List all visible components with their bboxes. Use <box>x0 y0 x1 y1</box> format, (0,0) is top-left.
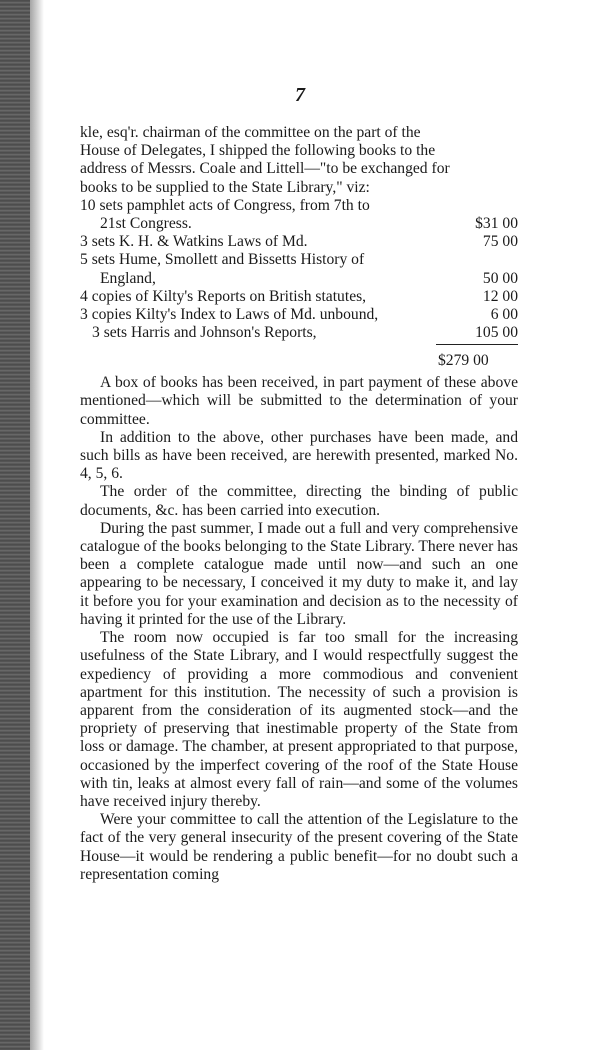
item-amount: 50 00 <box>482 269 518 287</box>
item-text: 21st Congress. <box>100 214 192 232</box>
paragraph: Were your committee to call the attention of the Legislature to the fact of the very general insecurity of the present covering of the State House—it would be rendering a public benefit—for no doubt such a representation coming <box>80 811 518 883</box>
paragraph: During the past summer, I made out a full and very comprehensive catalogue of the books belonging to the State Library. There never has been a complete catalogue made until now—and such an one appearing to be necessary, I conceived it my duty to make it, and lay it before you for your examination and decision as to the necessity of having it printed for the use of the Library. <box>80 519 518 628</box>
total-row <box>80 352 518 372</box>
total-amount: $279 00 <box>438 352 489 370</box>
book-list-item <box>80 197 518 215</box>
item-text: England, <box>100 269 156 287</box>
book-list <box>80 197 518 373</box>
item-text: 10 sets pamphlet acts of Congress, from 7th to <box>80 196 370 214</box>
item-text: 3 sets Harris and Johnson's Reports, <box>92 324 317 342</box>
intro-line: kle, esq'r. chairman of the committee on the part of the <box>80 124 421 141</box>
page-number: 7 <box>295 84 305 106</box>
item-amount <box>456 197 518 215</box>
item-text: 3 copies Kilty's Index to Laws of Md. unbound, <box>80 305 379 323</box>
item-amount: 6 00 <box>490 305 518 323</box>
paragraph: In addition to the above, other purchases have been made, and such bills as have been received, are herewith presented, marked No. 4, 5, 6. <box>80 428 518 483</box>
book-list-item <box>80 324 518 342</box>
paragraph: The order of the committee, directing the binding of public documents, &c. has been carried into execution. <box>80 483 518 519</box>
book-list-item <box>80 306 518 324</box>
intro-line: House of Delegates, I shipped the following books to the <box>80 142 436 160</box>
body-paragraphs <box>80 374 518 884</box>
item-amount: 75 00 <box>482 233 518 251</box>
total-rule <box>436 344 518 345</box>
intro-line: books to be supplied to the State Library," viz: <box>80 178 370 196</box>
intro-line: address of Messrs. Coale and Littell—"to be exchanged for <box>80 160 450 178</box>
page-body <box>80 124 518 884</box>
item-amount <box>456 251 518 269</box>
item-text: 3 sets K. H. & Watkins Laws of Md. <box>80 233 308 251</box>
paragraph: The room now occupied is far too small for the increasing usefulness of the State Library, and I would respectfully suggest the expediency of providing a more commodious and convenient apartment for this institution. The necessity of such a provision is apparent from the consideration of its augmented stock—and the propriety of preserving that inestimable property of the State from loss or damage. The chamber, at present appropriated to that purpose, occasioned by the imperfect covering of the roof of the State House with tin, leaks at almost every fall of rain—and some of the volumes have received injury thereby. <box>80 629 518 810</box>
item-amount: 12 00 <box>482 287 518 305</box>
item-text: 4 copies of Kilty's Reports on British statutes, <box>80 287 367 305</box>
intro-block <box>80 124 518 197</box>
book-list-item <box>80 215 518 233</box>
book-list-item <box>80 233 518 251</box>
binding-shadow <box>30 0 44 1050</box>
item-amount: $31 00 <box>475 214 518 232</box>
paragraph: A box of books has been received, in part payment of these above mentioned—which will be submitted to the determination of your committee. <box>80 374 518 428</box>
total-rule-row <box>80 342 518 348</box>
book-list-item <box>80 251 518 269</box>
book-list-item <box>80 288 518 306</box>
book-list-item <box>80 270 518 288</box>
book-binding-edge <box>0 0 30 1050</box>
item-amount: 105 00 <box>475 324 518 342</box>
item-text: 5 sets Hume, Smollett and Bissetts History of <box>80 251 365 269</box>
